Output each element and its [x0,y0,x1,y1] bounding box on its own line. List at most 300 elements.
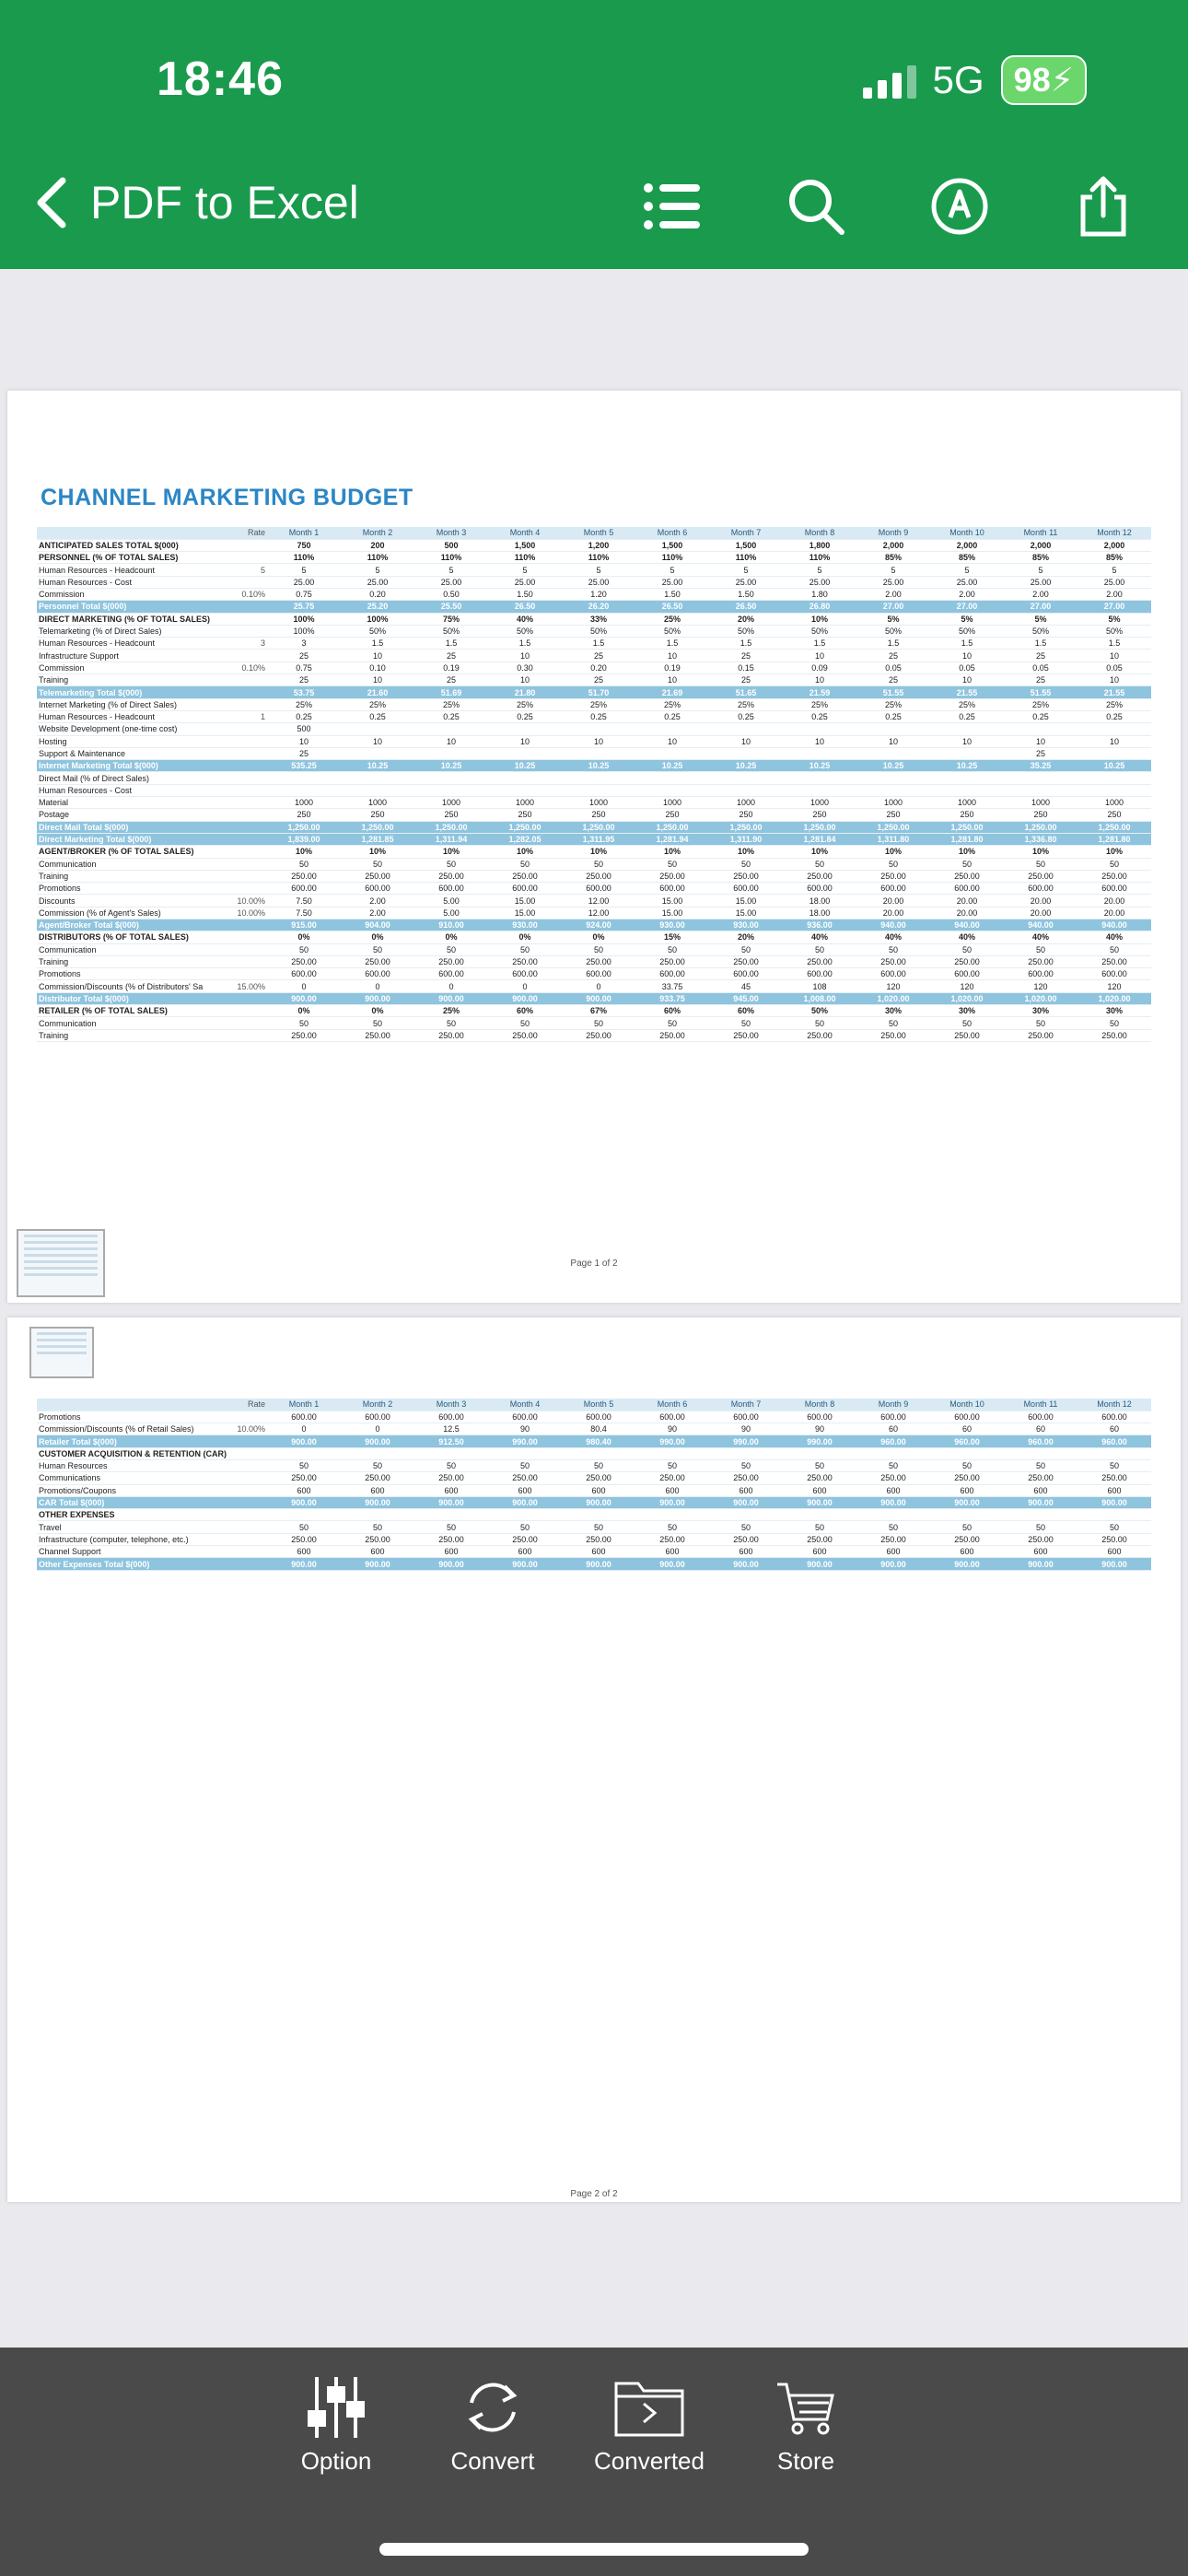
row-rate [230,833,267,845]
cell-value [341,772,414,784]
cell-value: 990.00 [709,1435,783,1447]
cell-value: 85% [1004,552,1077,564]
cell-value: 900.00 [856,1496,930,1508]
table-row [37,686,1151,698]
cart-icon [774,2375,838,2440]
cell-value: 1,500 [635,539,709,551]
table-row [37,552,1151,564]
row-rate [230,552,267,564]
cell-value: 250 [267,809,341,821]
cell-value: 25% [783,698,856,710]
row-rate [230,1521,267,1533]
document-title: CHANNEL MARKETING BUDGET [41,485,413,510]
cell-value: 27.00 [856,601,930,613]
cell-value: 5% [1077,613,1151,625]
row-rate [230,1496,267,1508]
row-label: Training [37,674,230,686]
cell-value [414,723,488,735]
cell-value: 600.00 [414,968,488,980]
cell-value: 20.00 [856,895,930,907]
search-button[interactable] [786,177,845,236]
cell-value: 1,250.00 [783,821,856,833]
row-rate [230,735,267,747]
table-row [37,821,1151,833]
cell-value [856,747,930,759]
row-label: CAR Total $(000) [37,1496,230,1508]
cell-value: 90 [783,1423,856,1435]
cell-value: 904.00 [341,919,414,931]
cell-value: 250 [856,809,930,821]
cell-value: 250.00 [635,955,709,967]
cell-value: 10% [1004,846,1077,858]
row-rate [230,992,267,1004]
cell-value: 250.00 [709,1029,783,1041]
chevron-left-icon [33,175,70,230]
cell-value: 200 [341,539,414,551]
cell-value: 250.00 [1004,1472,1077,1484]
cell-value: 25.00 [1004,576,1077,588]
option-label: Option [300,2447,372,2475]
cell-value: 900.00 [930,1558,1004,1570]
row-label: Postage [37,809,230,821]
row-label: Internet Marketing Total $(000) [37,760,230,772]
cell-value: 90 [709,1423,783,1435]
cell-value: 600.00 [341,968,414,980]
cell-value: 600.00 [856,1411,930,1423]
cell-value: 1.5 [856,638,930,650]
cell-value: 51.70 [562,686,635,698]
cell-value: 25 [1004,674,1077,686]
pdf-page-2 [7,1317,1181,2202]
cell-value: 250.00 [414,1029,488,1041]
cell-value: 25 [267,747,341,759]
cell-value: 0.20 [562,662,635,673]
cell-value: 600 [783,1546,856,1558]
table-row [37,1546,1151,1558]
cell-value [783,1447,856,1459]
cell-value: 50 [930,1017,1004,1029]
cell-value: 1.5 [414,638,488,650]
cell-value: 945.00 [709,992,783,1004]
cell-value: 10 [1077,650,1151,662]
cell-value: 27.00 [1077,601,1151,613]
cell-value: 0.30 [488,662,562,673]
cell-value: 35.25 [1004,760,1077,772]
table-row [37,698,1151,710]
row-rate: 10.00% [230,1423,267,1435]
cell-value: 25.00 [562,576,635,588]
cell-value: 12.00 [562,895,635,907]
cell-value: 915.00 [267,919,341,931]
cell-value: 100% [267,625,341,637]
row-rate [230,1411,267,1423]
header-month: Month 9 [856,1399,930,1411]
cell-value: 250 [930,809,1004,821]
cell-value: 50% [856,625,930,637]
cell-value: 600.00 [267,1411,341,1423]
cell-value [1077,723,1151,735]
cell-value: 110% [488,552,562,564]
cell-value: 600 [1004,1546,1077,1558]
table-row [37,662,1151,673]
cell-value: 0% [267,1005,341,1017]
table-row [37,723,1151,735]
cell-value: 600.00 [783,968,856,980]
cell-value: 1.80 [783,588,856,600]
cell-value: 50 [930,943,1004,955]
cell-value: 60 [1004,1423,1077,1435]
header-month: Month 5 [562,527,635,539]
cell-value: 50 [562,1459,635,1471]
row-label: Support & Maintenance [37,747,230,759]
row-rate: 0.10% [230,588,267,600]
convert-label: Convert [450,2447,535,2475]
cell-value: 250.00 [488,1533,562,1545]
cell-value: 10% [783,846,856,858]
cell-value [635,723,709,735]
cell-value: 10% [783,613,856,625]
cell-value: 50 [709,858,783,870]
header-month: Month 12 [1077,527,1151,539]
cell-value [783,1509,856,1521]
cell-value: 50 [267,1521,341,1533]
cell-value: 21.60 [341,686,414,698]
cell-value [856,1509,930,1521]
row-rate [230,797,267,809]
cell-value: 50 [488,1459,562,1471]
row-rate [230,1447,267,1459]
cell-value: 1,281.84 [783,833,856,845]
cell-value [1004,772,1077,784]
cell-value: 50 [783,943,856,955]
row-label: Travel [37,1521,230,1533]
cell-value: 110% [783,552,856,564]
cell-value: 33.75 [635,980,709,992]
cell-value: 5% [856,613,930,625]
table-row [37,968,1151,980]
row-rate [230,1484,267,1496]
table-row [37,760,1151,772]
cell-value [414,1447,488,1459]
cell-value: 10 [341,650,414,662]
cell-value: 50 [635,1017,709,1029]
cell-value [562,747,635,759]
cell-value: 0.25 [267,710,341,722]
cell-value: 40% [783,931,856,943]
table-row [37,784,1151,796]
cell-value: 250.00 [341,1472,414,1484]
cell-value: 1000 [635,797,709,809]
cell-value: 120 [1077,980,1151,992]
row-label: Training [37,1029,230,1041]
cell-value: 600 [562,1546,635,1558]
cell-value: 250.00 [930,1472,1004,1484]
cell-value: 50% [635,625,709,637]
cell-value: 50 [562,1017,635,1029]
cell-value: 10.25 [1077,760,1151,772]
cell-value: 50 [414,1017,488,1029]
cell-value: 600.00 [267,883,341,895]
header-month: Month 6 [635,1399,709,1411]
row-rate [230,784,267,796]
cell-value: 1,250.00 [267,821,341,833]
cell-value: 5 [562,564,635,576]
table-row [37,576,1151,588]
row-label: Commission/Discounts (% of Distributors' Sa [37,980,230,992]
cell-value: 250 [1077,809,1151,821]
cell-value: 110% [635,552,709,564]
table-row [37,858,1151,870]
table-row [37,735,1151,747]
cell-value: 0% [488,931,562,943]
table-row [37,1447,1151,1459]
table-row [37,625,1151,637]
row-label: OTHER EXPENSES [37,1509,230,1521]
cell-value [488,1447,562,1459]
cell-value: 25 [414,674,488,686]
back-button[interactable] [33,175,359,230]
header-month: Month 9 [856,527,930,539]
converted-tab[interactable] [589,2375,709,2476]
cell-value: 900.00 [267,1435,341,1447]
table-row [37,1533,1151,1545]
cell-value: 600 [1004,1484,1077,1496]
cell-value: 600 [709,1484,783,1496]
cell-value: 900.00 [1077,1496,1151,1508]
cell-value: 250.00 [488,870,562,882]
cell-value: 250.00 [1004,870,1077,882]
row-label: Promotions [37,968,230,980]
cell-value: 20.00 [1077,907,1151,919]
cell-value: 250.00 [1077,1029,1151,1041]
cell-value: 1,008.00 [783,992,856,1004]
cell-value [267,772,341,784]
cell-value: 1.5 [783,638,856,650]
cell-value: 30% [856,1005,930,1017]
row-rate [230,1509,267,1521]
header-month: Month 4 [488,527,562,539]
cell-value: 250.00 [341,955,414,967]
cell-value: 600.00 [341,1411,414,1423]
table-row [37,797,1151,809]
cell-value: 250.00 [267,1029,341,1041]
table-row [37,1459,1151,1471]
cell-value: 600.00 [562,1411,635,1423]
cell-value: 1,250.00 [414,821,488,833]
cell-value: 110% [341,552,414,564]
cell-value: 25% [562,698,635,710]
cell-value: 10 [783,650,856,662]
cell-value: 900.00 [709,1558,783,1570]
convert-tab[interactable] [433,2375,553,2476]
cell-value: 25.00 [267,576,341,588]
document-viewer[interactable] [0,269,1188,2348]
cell-value: 1,250.00 [930,821,1004,833]
cell-value [783,784,856,796]
row-rate: 15.00% [230,980,267,992]
cell-value: 2,000 [856,539,930,551]
signal-icon [863,62,916,99]
status-bar-right [863,55,1087,105]
row-rate: 10.00% [230,907,267,919]
cell-value [635,1509,709,1521]
cell-value [488,784,562,796]
cell-value: 0% [562,931,635,943]
cell-value: 50% [414,625,488,637]
cell-value: 10 [783,674,856,686]
page-thumbnail[interactable] [17,1229,105,1297]
cell-value: 50 [267,943,341,955]
cell-value: 600.00 [709,1411,783,1423]
share-button[interactable] [1074,177,1133,236]
cell-value [856,1447,930,1459]
cell-value: 0.25 [1077,710,1151,722]
table-header-row [37,527,1151,539]
cell-value: 936.00 [783,919,856,931]
row-rate [230,539,267,551]
row-rate [230,883,267,895]
cell-value: 10 [635,674,709,686]
cell-value: 50 [414,1521,488,1533]
row-label: Human Resources - Headcount [37,564,230,576]
row-rate [230,1459,267,1471]
row-label: Human Resources - Cost [37,784,230,796]
cell-value: 250.00 [709,1472,783,1484]
cell-value: 250.00 [635,1472,709,1484]
cell-value: 0 [267,980,341,992]
list-button[interactable] [643,177,702,236]
cell-value: 25.00 [1077,576,1151,588]
cell-value: 0.19 [414,662,488,673]
cell-value: 25.00 [930,576,1004,588]
cell-value: 250.00 [488,1472,562,1484]
cell-value: 250.00 [562,1533,635,1545]
cell-value: 1,311.95 [562,833,635,845]
cell-value: 1,282.05 [488,833,562,845]
row-rate: 1 [230,710,267,722]
cell-value: 600.00 [341,883,414,895]
cell-value: 50 [1077,943,1151,955]
cell-value: 250.00 [267,870,341,882]
cell-value: 53.75 [267,686,341,698]
cell-value [267,1509,341,1521]
cell-value: 250.00 [635,870,709,882]
cell-value: 51.55 [1004,686,1077,698]
cell-value: 5 [856,564,930,576]
cell-value: 51.65 [709,686,783,698]
cell-value: 600.00 [709,883,783,895]
cell-value: 940.00 [1077,919,1151,931]
cell-value: 50 [635,858,709,870]
cell-value: 1.50 [635,588,709,600]
cell-value: 910.00 [414,919,488,931]
cell-value: 900.00 [1004,1496,1077,1508]
cell-value [488,772,562,784]
row-rate [230,723,267,735]
cell-value: 1000 [709,797,783,809]
cell-value: 12.00 [562,907,635,919]
cell-value [414,747,488,759]
cell-value: 250.00 [488,955,562,967]
budget-table-page-2 [37,1399,1151,1571]
cell-value: 250.00 [635,1029,709,1041]
cell-value [856,772,930,784]
option-tab[interactable] [276,2375,396,2476]
cell-value: 50 [341,943,414,955]
table-row [37,650,1151,662]
cell-value: 50% [783,625,856,637]
cell-value: 25 [414,650,488,662]
cell-value: 50% [488,625,562,637]
cell-value: 535.25 [267,760,341,772]
cell-value: 600 [562,1484,635,1496]
pdf-page-1 [7,391,1181,1303]
cell-value: 7.50 [267,907,341,919]
cell-value: 10% [414,846,488,858]
cell-value: 50 [488,1521,562,1533]
cell-value: 250.00 [267,1472,341,1484]
cell-value: 10 [414,735,488,747]
cell-value: 250.00 [783,1472,856,1484]
cell-value [267,1447,341,1459]
cell-value: 21.59 [783,686,856,698]
cell-value: 250.00 [1077,955,1151,967]
cell-value: 10% [635,846,709,858]
cell-value: 50 [635,1459,709,1471]
row-rate [230,943,267,955]
page-thumbnail[interactable] [29,1327,94,1378]
page-number: Page 2 of 2 [570,2189,618,2199]
header-rate: Rate [230,1399,267,1411]
cell-value: 50 [783,1017,856,1029]
page-number: Page 1 of 2 [570,1259,618,1269]
annotate-button[interactable] [930,177,989,236]
cell-value: 25% [1004,698,1077,710]
cell-value: 0 [341,1423,414,1435]
cell-value: 1.5 [488,638,562,650]
cell-value [1077,747,1151,759]
cell-value: 600 [488,1546,562,1558]
store-tab[interactable] [746,2375,866,2476]
cell-value: 250.00 [709,955,783,967]
cell-value: 900.00 [267,1496,341,1508]
row-label: Infrastructure (computer, telephone, etc.) [37,1533,230,1545]
cell-value: 600 [856,1484,930,1496]
cell-value: 10% [1077,846,1151,858]
cell-value: 2.00 [1077,588,1151,600]
cell-value: 5 [267,564,341,576]
navigation-bar [0,166,1188,258]
cell-value: 600 [341,1484,414,1496]
cell-value: 600 [856,1546,930,1558]
row-label: DISTRIBUTORS (% OF TOTAL SALES) [37,931,230,943]
store-label: Store [776,2447,835,2475]
row-rate [230,1533,267,1545]
row-rate [230,1029,267,1041]
cell-value: 50 [930,1521,1004,1533]
row-rate [230,1435,267,1447]
cell-value: 1,500 [709,539,783,551]
cell-value: 250.00 [414,1533,488,1545]
cell-value: 5 [1004,564,1077,576]
cell-value: 900.00 [488,1558,562,1570]
network-type: 5G [932,58,984,101]
cell-value [562,772,635,784]
cell-value: 50% [1077,625,1151,637]
cell-value: 25.20 [341,601,414,613]
cell-value [709,1447,783,1459]
row-label: Direct Mail Total $(000) [37,821,230,833]
